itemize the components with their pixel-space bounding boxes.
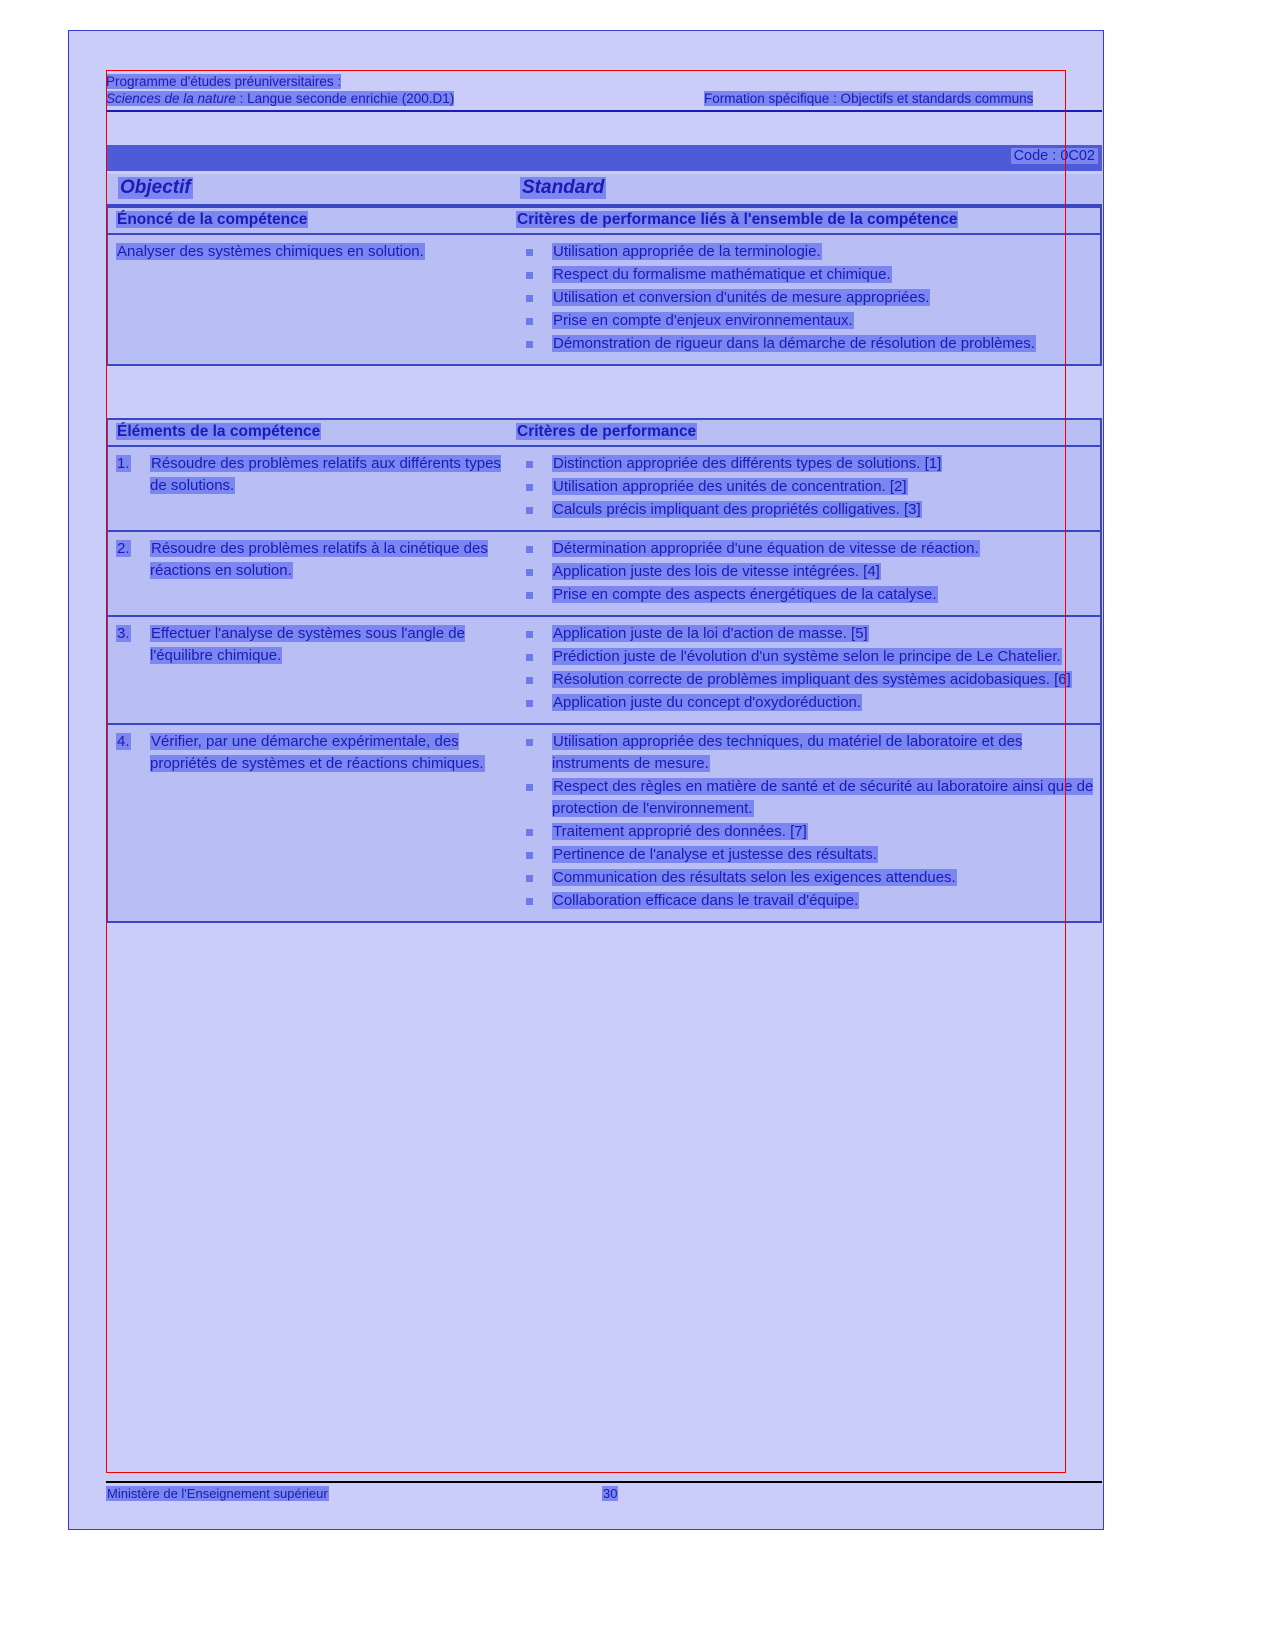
criterion-item: [514, 287, 1096, 309]
header-rule: [106, 110, 1102, 112]
objectif-standard-title-row: [106, 174, 1102, 206]
criterion-text: Distinction appropriée des différents types de solutions. [1]: [553, 455, 942, 472]
element-text: Effectuer l'analyse de systèmes sous l'angle de l'équilibre chimique.: [150, 625, 465, 664]
element-text: Vérifier, par une démarche expérimentale, des propriétés de systèmes et de réactions chimiques.: [150, 733, 484, 772]
criterion-item: [514, 844, 1096, 866]
bullet-icon: [526, 739, 533, 746]
criterion-text: Respect des règles en matière de santé et de sécurité au laboratoire ainsi que de protection de l'environnement.: [552, 778, 1094, 817]
criteres-ensemble-cell: [508, 235, 1100, 364]
table-row: [108, 235, 1100, 364]
bullet-icon: [526, 461, 533, 468]
header-program-name: Sciences de la nature: [106, 91, 236, 106]
criterion-item: [514, 499, 1096, 521]
bullet-icon: [526, 484, 533, 491]
bullet-icon: [526, 318, 533, 325]
competence-statement: Analyser des systèmes chimiques en solution.: [117, 243, 424, 260]
criterion-item: [514, 538, 1096, 560]
table-row: [108, 725, 1100, 921]
table-header-row: [108, 420, 1100, 447]
criterion-item: [514, 333, 1096, 355]
column-header-enonce: Énoncé de la compétence: [117, 211, 308, 228]
bullet-icon: [526, 272, 533, 279]
bullet-icon: [526, 852, 533, 859]
criterion-text: Utilisation appropriée des techniques, du matériel de laboratoire et des instruments de mesure.: [552, 733, 1023, 772]
criterion-text: Prédiction juste de l'évolution d'un système selon le principe de Le Chatelier.: [553, 648, 1061, 665]
footer-rule: [106, 1481, 1102, 1483]
table-row: [108, 532, 1100, 617]
criterion-text: Détermination appropriée d'une équation de vitesse de réaction.: [553, 540, 979, 557]
bullet-icon: [526, 875, 533, 882]
criterion-text: Calculs précis impliquant des propriétés colligatives. [3]: [553, 501, 921, 518]
column-header-criteres: Critères de performance: [517, 423, 697, 440]
criterion-item: [514, 821, 1096, 843]
table-row: [108, 617, 1100, 725]
enonce-cell: [108, 235, 508, 364]
objectif-title: Objectif: [120, 177, 191, 198]
bullet-icon: [526, 654, 533, 661]
bullet-icon: [526, 677, 533, 684]
criterion-text: Utilisation appropriée des unités de concentration. [2]: [553, 478, 907, 495]
criterion-item: [514, 310, 1096, 332]
code-label: Code : 0C02: [1011, 148, 1098, 164]
criterion-item: [514, 623, 1096, 645]
header-line-1: [106, 74, 341, 89]
bullet-icon: [526, 295, 533, 302]
element-cell: [108, 532, 508, 615]
bullet-icon: [526, 631, 533, 638]
criterion-text: Respect du formalisme mathématique et chimique.: [553, 266, 891, 283]
criterion-item: [514, 584, 1096, 606]
criterion-text: Prise en compte des aspects énergétiques de la catalyse.: [553, 586, 937, 603]
criterion-text: Utilisation et conversion d'unités de mesure appropriées.: [553, 289, 930, 306]
criterion-text: Utilisation appropriée de la terminologie.: [553, 243, 821, 260]
standard-title: Standard: [522, 177, 605, 198]
criterion-text: Application juste du concept d'oxydoréduction.: [553, 694, 862, 711]
criteria-list: [514, 453, 1096, 521]
criterion-item: [514, 561, 1096, 583]
code-bar: [106, 145, 1102, 171]
criterion-item: [514, 890, 1096, 912]
criteria-cell: [508, 617, 1100, 723]
criterion-text: Pertinence de l'analyse et justesse des résultats.: [553, 846, 877, 863]
element-text: Résoudre des problèmes relatifs aux différents types de solutions.: [150, 455, 501, 494]
header-line-2-right: [704, 91, 1033, 106]
criterion-item: [514, 646, 1096, 668]
elements-rows-container: [108, 447, 1100, 921]
element-text: Résoudre des problèmes relatifs à la cinétique des réactions en solution.: [150, 540, 488, 579]
column-header-elements: Éléments de la compétence: [117, 423, 321, 440]
table-header-row: [108, 208, 1100, 235]
criteria-list: [514, 538, 1096, 606]
criterion-text: Communication des résultats selon les exigences attendues.: [553, 869, 956, 886]
criteria-list: [514, 623, 1096, 714]
table-row: [108, 447, 1100, 532]
criterion-item: [514, 692, 1096, 714]
competence-statement-table: [106, 206, 1102, 366]
criterion-item: [514, 867, 1096, 889]
element-number: 1.: [117, 455, 130, 472]
element-cell: [108, 447, 508, 530]
bullet-icon: [526, 592, 533, 599]
footer-page-number: 30: [603, 1486, 618, 1501]
bullet-icon: [526, 341, 533, 348]
footer-ministry: Ministère de l'Enseignement supérieur: [107, 1486, 328, 1501]
criteria-list: [514, 241, 1096, 355]
element-number: 4.: [117, 733, 130, 750]
element-cell: [108, 725, 508, 921]
bullet-icon: [526, 546, 533, 553]
bullet-icon: [526, 784, 533, 791]
criteria-cell: [508, 532, 1100, 615]
criterion-text: Traitement approprié des données. [7]: [553, 823, 807, 840]
criterion-item: [514, 453, 1096, 475]
criterion-text: Démonstration de rigueur dans la démarche de résolution de problèmes.: [553, 335, 1035, 352]
header-section-text: Formation spécifique : Objectifs et standards communs: [704, 91, 1034, 106]
header-program-code: : Langue seconde enrichie (200.D1): [235, 91, 455, 106]
bullet-icon: [526, 898, 533, 905]
criterion-item: [514, 669, 1096, 691]
element-cell: [108, 617, 508, 723]
criterion-item: [514, 264, 1096, 286]
criterion-text: Collaboration efficace dans le travail d'équipe.: [553, 892, 859, 909]
header-program-text: Programme d'études préuniversitaires :: [106, 74, 342, 89]
column-header-criteres-ensemble: Critères de performance liés à l'ensemble de la compétence: [517, 211, 958, 228]
criterion-text: Application juste de la loi d'action de masse. [5]: [553, 625, 868, 642]
bullet-icon: [526, 507, 533, 514]
bullet-icon: [526, 700, 533, 707]
criterion-text: Résolution correcte de problèmes impliquant des systèmes acidobasiques. [6]: [553, 671, 1071, 688]
competence-elements-table: [106, 418, 1102, 923]
criteria-list: [514, 731, 1096, 912]
criteria-cell: [508, 447, 1100, 530]
header-line-2-left: [106, 91, 454, 106]
element-number: 2.: [117, 540, 130, 557]
criterion-text: Application juste des lois de vitesse intégrées. [4]: [553, 563, 880, 580]
criterion-item: [514, 731, 1096, 775]
bullet-icon: [526, 249, 533, 256]
criterion-item: [514, 241, 1096, 263]
criteria-cell: [508, 725, 1100, 921]
element-number: 3.: [117, 625, 130, 642]
criterion-text: Prise en compte d'enjeux environnementaux.: [553, 312, 853, 329]
bullet-icon: [526, 829, 533, 836]
criterion-item: [514, 476, 1096, 498]
criterion-item: [514, 776, 1096, 820]
bullet-icon: [526, 569, 533, 576]
